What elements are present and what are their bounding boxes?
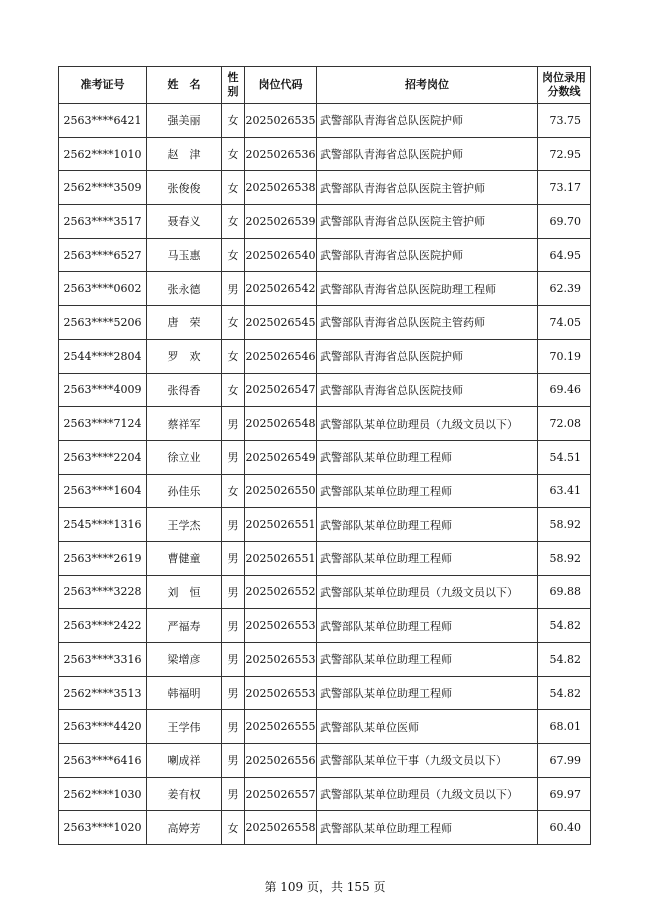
cell-score: 60.40	[538, 811, 591, 845]
cell-exam-id: 2563****7124	[59, 407, 147, 441]
cell-score: 70.19	[538, 339, 591, 373]
cell-post-name: 武警部队青海省总队医院护师	[317, 137, 538, 171]
cell-score: 68.01	[538, 710, 591, 744]
cell-gender: 男	[222, 710, 245, 744]
table-row	[59, 811, 591, 845]
cell-post-code: 2025026555	[245, 710, 317, 744]
cell-post-name: 武警部队青海省总队医院主管护师	[317, 171, 538, 205]
cell-exam-id: 2563****3316	[59, 643, 147, 677]
table-row	[59, 373, 591, 407]
cell-score: 74.05	[538, 306, 591, 340]
cell-post-name: 武警部队青海省总队医院助理工程师	[317, 272, 538, 306]
cell-gender: 男	[222, 777, 245, 811]
cell-score: 54.82	[538, 643, 591, 677]
cell-exam-id: 2562****3509	[59, 171, 147, 205]
header-score: 岗位录用分数线	[538, 67, 591, 104]
table-row	[59, 306, 591, 340]
cell-exam-id: 2563****4009	[59, 373, 147, 407]
cell-post-code: 2025026540	[245, 238, 317, 272]
cell-gender: 女	[222, 811, 245, 845]
header-post-code: 岗位代码	[245, 67, 317, 104]
cell-name: 蔡祥军	[147, 407, 222, 441]
cell-score: 73.17	[538, 171, 591, 205]
table-row	[59, 744, 591, 778]
cell-gender: 女	[222, 339, 245, 373]
cell-post-code: 2025026557	[245, 777, 317, 811]
cell-exam-id: 2563****5206	[59, 306, 147, 340]
cell-exam-id: 2563****2204	[59, 440, 147, 474]
cell-exam-id: 2563****6421	[59, 104, 147, 138]
cell-score: 64.95	[538, 238, 591, 272]
cell-post-name: 武警部队某单位助理工程师	[317, 676, 538, 710]
cell-exam-id: 2563****6416	[59, 744, 147, 778]
cell-post-code: 2025026549	[245, 440, 317, 474]
cell-name: 马玉惠	[147, 238, 222, 272]
cell-score: 72.08	[538, 407, 591, 441]
cell-post-code: 2025026550	[245, 474, 317, 508]
table-row	[59, 137, 591, 171]
cell-score: 69.46	[538, 373, 591, 407]
cell-name: 罗 欢	[147, 339, 222, 373]
cell-gender: 男	[222, 676, 245, 710]
cell-name: 姜有权	[147, 777, 222, 811]
page-footer: 第 109 页，共 155 页	[264, 880, 386, 894]
cell-gender: 女	[222, 171, 245, 205]
cell-exam-id: 2563****0602	[59, 272, 147, 306]
cell-exam-id: 2562****1030	[59, 777, 147, 811]
cell-post-name: 武警部队青海省总队医院护师	[317, 339, 538, 373]
cell-post-code: 2025026545	[245, 306, 317, 340]
cell-post-code: 2025026535	[245, 104, 317, 138]
cell-post-code: 2025026556	[245, 744, 317, 778]
cell-gender: 女	[222, 306, 245, 340]
cell-score: 69.97	[538, 777, 591, 811]
table-row	[59, 575, 591, 609]
cell-score: 54.82	[538, 609, 591, 643]
cell-exam-id: 2563****3228	[59, 575, 147, 609]
cell-post-name: 武警部队某单位干事（九级文员以下）	[317, 744, 538, 778]
cell-name: 王学伟	[147, 710, 222, 744]
results-table-container	[58, 66, 591, 845]
cell-post-name: 武警部队某单位助理工程师	[317, 474, 538, 508]
cell-post-code: 2025026552	[245, 575, 317, 609]
cell-post-code: 2025026538	[245, 171, 317, 205]
cell-score: 62.39	[538, 272, 591, 306]
cell-exam-id: 2544****2804	[59, 339, 147, 373]
cell-name: 赵 津	[147, 137, 222, 171]
cell-post-name: 武警部队某单位助理员（九级文员以下）	[317, 777, 538, 811]
cell-gender: 男	[222, 541, 245, 575]
cell-score: 73.75	[538, 104, 591, 138]
cell-exam-id: 2562****3513	[59, 676, 147, 710]
cell-post-code: 2025026546	[245, 339, 317, 373]
cell-exam-id: 2563****2619	[59, 541, 147, 575]
cell-post-name: 武警部队青海省总队医院技师	[317, 373, 538, 407]
cell-post-code: 2025026548	[245, 407, 317, 441]
cell-post-name: 武警部队青海省总队医院主管药师	[317, 306, 538, 340]
cell-exam-id: 2563****4420	[59, 710, 147, 744]
cell-exam-id: 2563****2422	[59, 609, 147, 643]
cell-name: 喇成祥	[147, 744, 222, 778]
cell-name: 聂春义	[147, 205, 222, 239]
table-row	[59, 777, 591, 811]
cell-exam-id: 2563****1020	[59, 811, 147, 845]
cell-gender: 女	[222, 238, 245, 272]
cell-post-code: 2025026539	[245, 205, 317, 239]
cell-name: 王学杰	[147, 508, 222, 542]
cell-gender: 男	[222, 643, 245, 677]
cell-post-code: 2025026553	[245, 643, 317, 677]
cell-name: 唐 荣	[147, 306, 222, 340]
cell-post-name: 武警部队某单位助理工程师	[317, 440, 538, 474]
cell-post-name: 武警部队青海省总队医院护师	[317, 238, 538, 272]
cell-exam-id: 2562****1010	[59, 137, 147, 171]
cell-name: 韩福明	[147, 676, 222, 710]
header-gender: 性别	[222, 67, 245, 104]
cell-post-code: 2025026558	[245, 811, 317, 845]
cell-post-name: 武警部队青海省总队医院主管护师	[317, 205, 538, 239]
table-row	[59, 643, 591, 677]
cell-post-name: 武警部队某单位助理员（九级文员以下）	[317, 407, 538, 441]
cell-exam-id: 2563****3517	[59, 205, 147, 239]
table-header-row	[59, 67, 591, 104]
cell-score: 69.88	[538, 575, 591, 609]
cell-gender: 男	[222, 575, 245, 609]
cell-exam-id: 2545****1316	[59, 508, 147, 542]
table-row	[59, 238, 591, 272]
table-row	[59, 474, 591, 508]
cell-gender: 女	[222, 205, 245, 239]
table-row	[59, 508, 591, 542]
table-row	[59, 676, 591, 710]
cell-gender: 男	[222, 508, 245, 542]
cell-exam-id: 2563****1604	[59, 474, 147, 508]
cell-post-name: 武警部队某单位助理工程师	[317, 643, 538, 677]
cell-gender: 男	[222, 272, 245, 306]
table-row	[59, 205, 591, 239]
table-row	[59, 609, 591, 643]
cell-post-name: 武警部队某单位助理工程师	[317, 609, 538, 643]
cell-name: 梁增彦	[147, 643, 222, 677]
cell-score: 69.70	[538, 205, 591, 239]
results-table	[58, 66, 591, 845]
cell-post-code: 2025026551	[245, 508, 317, 542]
cell-gender: 男	[222, 440, 245, 474]
table-row	[59, 339, 591, 373]
cell-gender: 女	[222, 474, 245, 508]
cell-gender: 女	[222, 373, 245, 407]
cell-name: 徐立业	[147, 440, 222, 474]
cell-post-code: 2025026547	[245, 373, 317, 407]
table-row	[59, 272, 591, 306]
table-row	[59, 541, 591, 575]
cell-gender: 男	[222, 609, 245, 643]
cell-post-name: 武警部队某单位助理员（九级文员以下）	[317, 575, 538, 609]
cell-name: 孙佳乐	[147, 474, 222, 508]
cell-post-code: 2025026553	[245, 676, 317, 710]
cell-name: 张得香	[147, 373, 222, 407]
cell-score: 67.99	[538, 744, 591, 778]
cell-name: 曹健童	[147, 541, 222, 575]
cell-score: 54.51	[538, 440, 591, 474]
cell-post-name: 武警部队某单位助理工程师	[317, 541, 538, 575]
header-exam-id: 准考证号	[59, 67, 147, 104]
cell-name: 张俊俊	[147, 171, 222, 205]
cell-score: 63.41	[538, 474, 591, 508]
cell-exam-id: 2563****6527	[59, 238, 147, 272]
header-post-name: 招考岗位	[317, 67, 538, 104]
cell-post-name: 武警部队某单位助理工程师	[317, 811, 538, 845]
cell-post-name: 武警部队某单位医师	[317, 710, 538, 744]
cell-post-name: 武警部队某单位助理工程师	[317, 508, 538, 542]
cell-name: 严福寿	[147, 609, 222, 643]
cell-score: 72.95	[538, 137, 591, 171]
cell-name: 强美丽	[147, 104, 222, 138]
table-row	[59, 710, 591, 744]
table-row	[59, 104, 591, 138]
table-row	[59, 440, 591, 474]
cell-post-code: 2025026553	[245, 609, 317, 643]
cell-score: 54.82	[538, 676, 591, 710]
cell-gender: 男	[222, 407, 245, 441]
cell-gender: 女	[222, 104, 245, 138]
cell-name: 高婷芳	[147, 811, 222, 845]
table-row	[59, 171, 591, 205]
cell-gender: 男	[222, 744, 245, 778]
cell-post-code: 2025026536	[245, 137, 317, 171]
cell-name: 张永德	[147, 272, 222, 306]
cell-post-code: 2025026542	[245, 272, 317, 306]
cell-post-name: 武警部队青海省总队医院护师	[317, 104, 538, 138]
cell-post-code: 2025026551	[245, 541, 317, 575]
table-row	[59, 407, 591, 441]
cell-score: 58.92	[538, 541, 591, 575]
cell-score: 58.92	[538, 508, 591, 542]
cell-name: 刘 恒	[147, 575, 222, 609]
header-name: 姓 名	[147, 67, 222, 104]
cell-gender: 女	[222, 137, 245, 171]
